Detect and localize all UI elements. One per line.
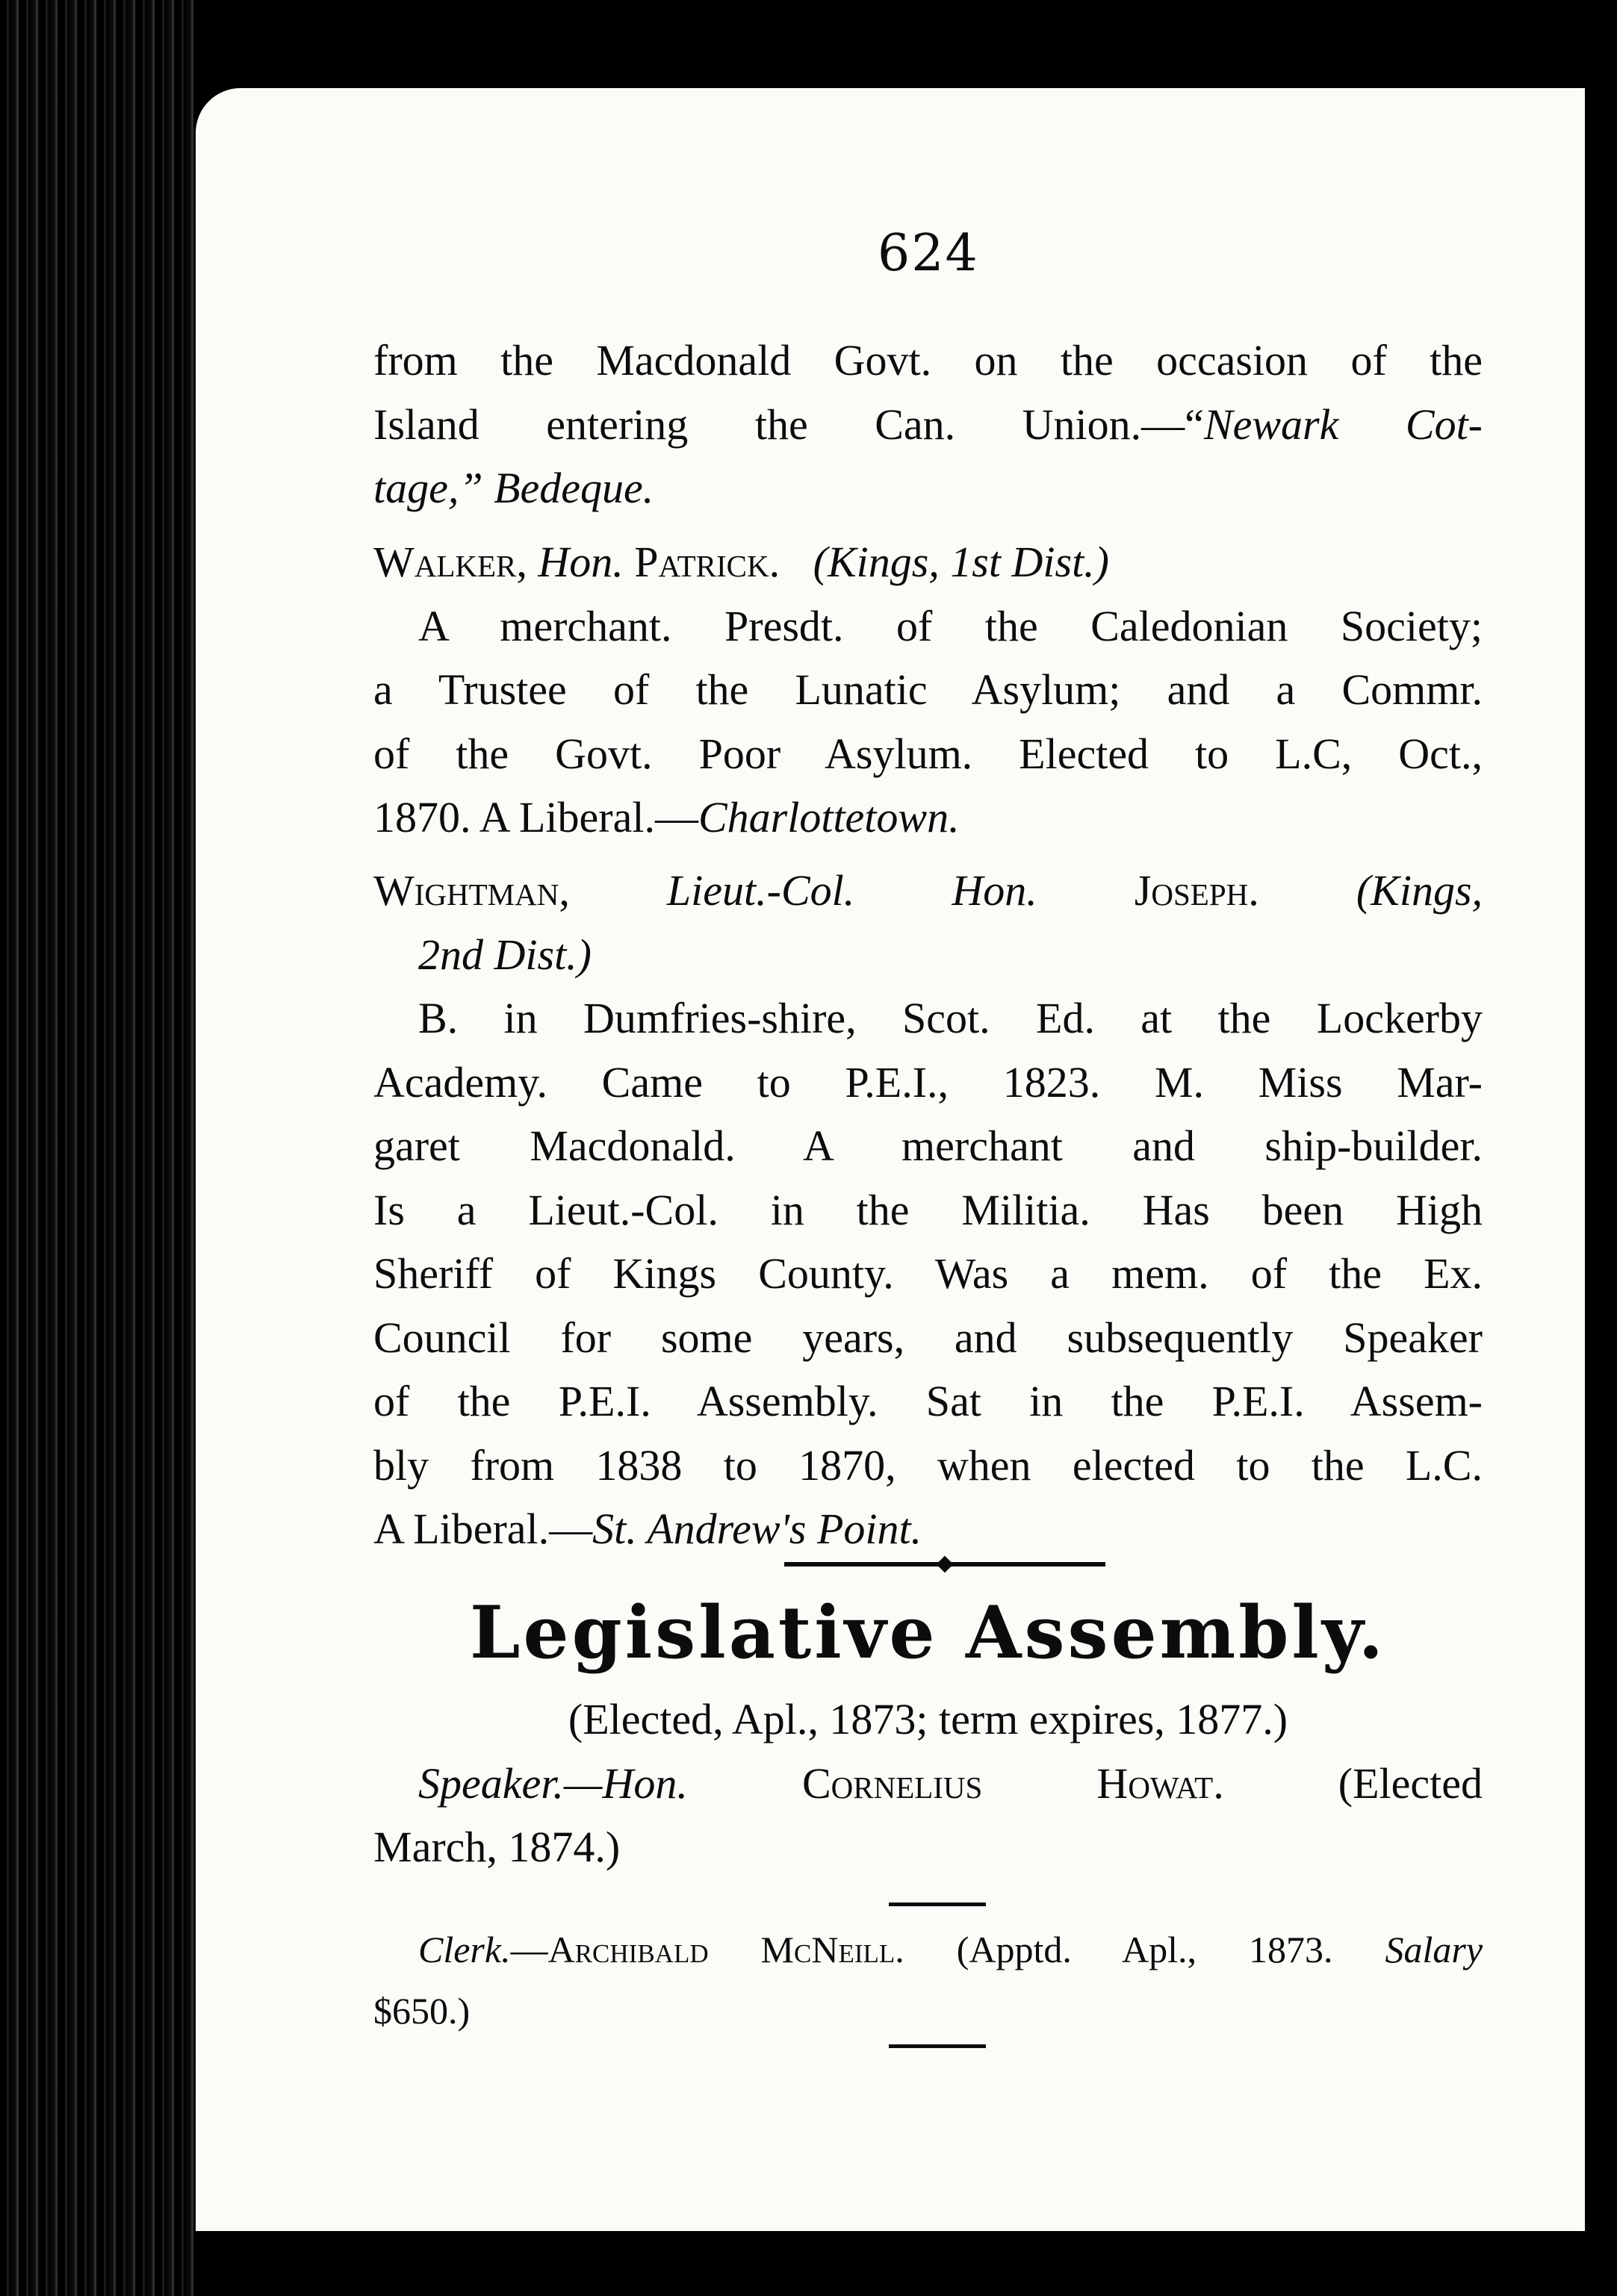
entry-heading: Walker, Hon. Patrick. (Kings, 1st Dist.) <box>373 538 1109 586</box>
text-line: Is a Lieut.-Col. in the Militia. Has been High <box>373 1185 1483 1234</box>
text-line: of the P.E.I. Assembly. Sat in the P.E.I. Assem- <box>373 1377 1483 1425</box>
short-rule <box>889 1903 986 1906</box>
speaker-line: Speaker.—Hon. Cornelius Howat. (Elected <box>418 1758 1483 1808</box>
entry-walker <box>373 530 1483 850</box>
entry-continuation <box>373 329 1483 520</box>
text-line: tage,” Bedeque. <box>373 464 654 512</box>
text-line: 1870. A Liberal.—Charlottetown. <box>373 793 960 841</box>
text-line: garet Macdonald. A merchant and ship-builder. <box>373 1121 1483 1170</box>
text-line: Island entering the Can. Union.—“Newark Cot- <box>373 399 1483 449</box>
text-line: of the Govt. Poor Asylum. Elected to L.C, Oct., <box>373 729 1483 778</box>
text-line: from the Macdonald Govt. on the occasion of the <box>373 336 1483 385</box>
text-line: bly from 1838 to 1870, when elected to the L.C. <box>373 1440 1483 1490</box>
speaker-line-cont: March, 1874.) <box>373 1823 621 1871</box>
entry-heading: Wightman, Lieut.-Col. Hon. Joseph. (Kings, <box>373 866 1483 915</box>
right-border <box>1585 0 1617 2296</box>
page-number: 624 <box>878 224 979 283</box>
short-rule <box>889 2044 986 2048</box>
clerk-line: Clerk.—Archibald McNeill. (Apptd. Apl., 1873. Salary <box>418 1929 1483 1970</box>
assembly-info <box>373 1687 1483 1879</box>
text-line: Sheriff of Kings County. Was a mem. of the Ex. <box>373 1249 1483 1298</box>
text-line: A merchant. Presdt. of the Caledonian Society; <box>418 601 1483 650</box>
text-line: B. in Dumfries-shire, Scot. Ed. at the Lockerby <box>418 994 1483 1042</box>
text-line: Academy. Came to P.E.I., 1823. M. Miss Mar- <box>373 1057 1483 1107</box>
clerk-info <box>373 1919 1483 2041</box>
text-line: Council for some years, and subsequently Speaker <box>373 1313 1483 1362</box>
clerk-line-cont: $650.) <box>373 1990 471 2032</box>
entry-wightman <box>373 859 1483 1561</box>
text-line: A Liberal.—St. Andrew's Point. <box>373 1505 922 1553</box>
entry-heading-cont: 2nd Dist.) <box>418 930 592 979</box>
elected-line: (Elected, Apl., 1873; term expires, 1877.) <box>568 1695 1288 1743</box>
section-heading: Legislative Assembly. <box>470 1590 1386 1675</box>
book-gutter <box>0 0 198 2296</box>
text-line: a Trustee of the Lunatic Asylum; and a Commr. <box>373 665 1483 714</box>
